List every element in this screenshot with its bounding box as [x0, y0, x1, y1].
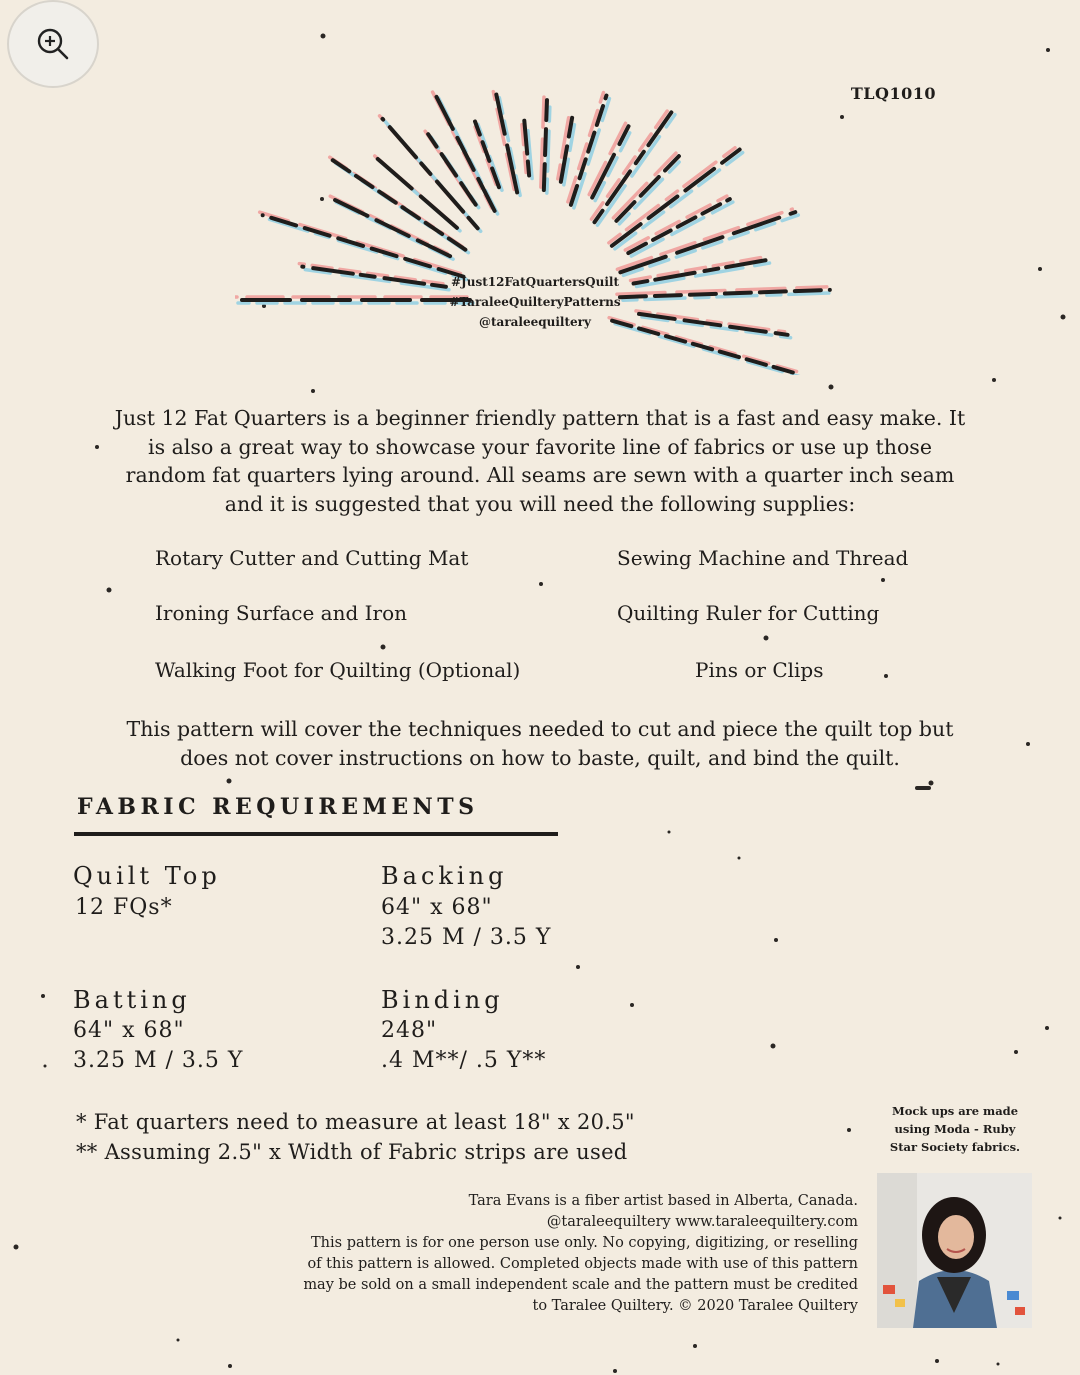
- supply-item: Quilting Ruler for Cutting: [617, 601, 880, 625]
- bio-line: to Taralee Quiltery. © 2020 Taralee Quiltery: [532, 1298, 858, 1314]
- heading-underline: [74, 832, 558, 836]
- intro-line: and it is suggested that you will need the following supplies:: [224, 491, 856, 516]
- supply-item: Walking Foot for Quilting (Optional): [155, 658, 521, 682]
- batting-yardage: 3.25 M / 3.5 Y: [73, 1048, 244, 1073]
- designer-bio: [218, 1191, 858, 1317]
- batting-size: 64" x 68": [73, 1018, 185, 1043]
- batting-title: Batting: [73, 986, 191, 1014]
- supply-item: Ironing Surface and Iron: [155, 601, 408, 625]
- zoom-button[interactable]: [7, 0, 99, 88]
- zoom-in-icon: [34, 25, 72, 63]
- sunburst-ray: [616, 156, 679, 221]
- mockup-line: using Moda - Ruby: [894, 1122, 1016, 1136]
- supply-item: Sewing Machine and Thread: [617, 546, 909, 570]
- bio-line: @taraleequiltery www.taraleequiltery.com: [546, 1214, 858, 1230]
- binding-yardage: .4 M**/ .5 Y**: [381, 1048, 547, 1073]
- bio-line: may be sold on a small independent scale and the pattern must be credited: [303, 1277, 858, 1293]
- bio-line: Tara Evans is a fiber artist based in Alberta, Canada.: [468, 1193, 858, 1209]
- quilt-top-title: Quilt Top: [73, 862, 221, 890]
- binding-title: Binding: [381, 986, 504, 1014]
- sunburst-ray: [428, 134, 476, 204]
- quilt-top-value: 12 FQs*: [75, 895, 173, 920]
- footnote-fat-quarters: * Fat quarters need to measure at least 18" x 20.5": [76, 1110, 635, 1134]
- pattern-code: TLQ1010: [850, 84, 936, 103]
- mockup-note: [872, 1102, 1038, 1156]
- supply-item: Rotary Cutter and Cutting Mat: [155, 546, 469, 570]
- bio-line: This pattern is for one person use only. No copying, digitizing, or reselling: [311, 1235, 858, 1251]
- hashtag-quilt: #Just12FatQuartersQuilt: [450, 275, 619, 289]
- footnote-strips: ** Assuming 2.5" x Width of Fabric strips are used: [76, 1140, 628, 1164]
- bio-line: of this pattern is allowed. Completed objects made with use of this pattern: [307, 1256, 858, 1272]
- scope-paragraph: [70, 715, 1010, 772]
- sunburst-ray: [499, 98, 520, 196]
- mockup-line: Star Society fabrics.: [889, 1140, 1021, 1154]
- intro-line: Just 12 Fat Quarters is a beginner friendly pattern that is a fast and easy make. It: [114, 406, 966, 430]
- intro-paragraph: [70, 404, 1010, 518]
- intro-line: is also a great way to showcase your favorite line of fabrics or use up those: [148, 434, 932, 459]
- sunburst-ray: [613, 153, 676, 218]
- scope-line: does not cover instructions on how to baste, quilt, and bind the quilt.: [180, 745, 900, 770]
- instagram-handle: @taraleequiltery: [479, 315, 591, 329]
- fabric-requirements-heading: FABRIC REQUIREMENTS: [77, 794, 479, 820]
- mockup-line: Mock ups are made: [891, 1104, 1019, 1118]
- backing-title: Backing: [381, 862, 508, 890]
- designer-photo: [877, 1173, 1032, 1328]
- backing-size: 64" x 68": [381, 895, 493, 920]
- supply-item: Pins or Clips: [695, 658, 824, 682]
- hashtag-patterns: #TaraleeQuilteryPatterns: [449, 295, 621, 309]
- sunburst-ray: [496, 95, 517, 193]
- scope-line: This pattern will cover the techniques needed to cut and piece the quilt top but: [126, 717, 954, 741]
- intro-line: random fat quarters lying around. All seams are sewn with a quarter inch seam: [125, 463, 955, 487]
- backing-yardage: 3.25 M / 3.5 Y: [381, 925, 552, 950]
- hashtags: [420, 272, 650, 332]
- sunburst-ray: [636, 311, 785, 332]
- binding-length: 248": [381, 1018, 438, 1043]
